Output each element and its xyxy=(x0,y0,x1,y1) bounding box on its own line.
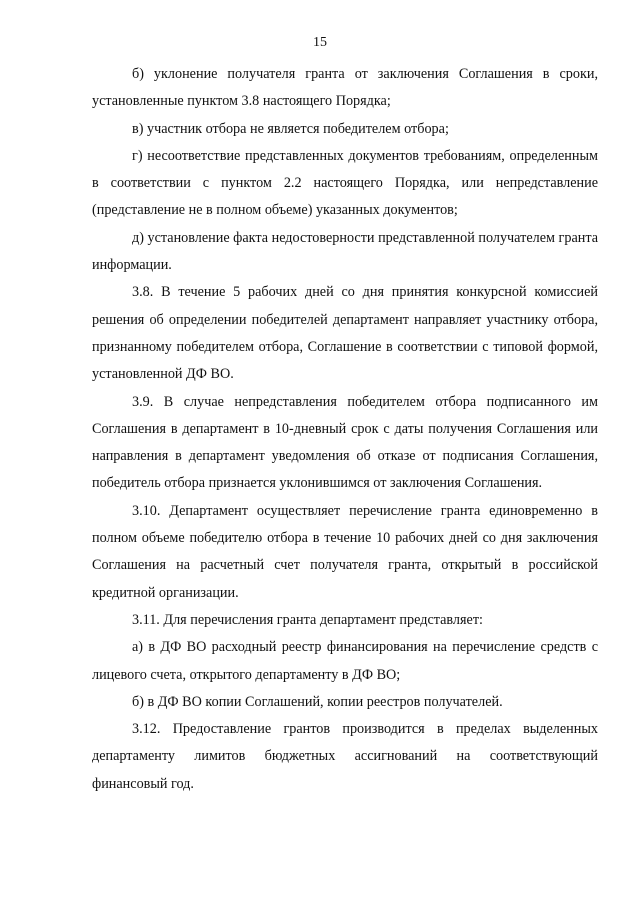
paragraph-3-8: 3.8. В течение 5 рабочих дней со дня принятия конкурсной комиссией решения об определении победителей департамент направляет участнику отбора, признанному победителем отбора, Соглашение в соответствии с типовой формой, установленной ДФ ВО. xyxy=(92,284,598,383)
document-body xyxy=(92,61,598,798)
paragraph-3-11-b: б) в ДФ ВО копии Соглашений, копии реестров получателей. xyxy=(132,693,503,710)
paragraph-g-noncompliance: г) несоответствие представленных документов требованиям, определенным в соответствии с пунктом 2.2 настоящего Порядка, или непредставление (представление не в полном объеме) указанных документов; xyxy=(92,147,598,219)
paragraph-3-12: 3.12. Предоставление грантов производится в пределах выделенных департаменту лимитов бюджетных ассигнований на соответствующий финансовый год. xyxy=(92,721,598,792)
page-number: 15 xyxy=(313,35,327,50)
paragraph-d-false-info: д) установление факта недостоверности представленной получателем гранта информации. xyxy=(92,229,598,274)
paragraph-3-11-a: а) в ДФ ВО расходный реестр финансирования на перечисление средств с лицевого счета, открытого департаменту в ДФ ВО; xyxy=(92,639,598,683)
paragraph-3-10: 3.10. Департамент осуществляет перечисление гранта единовременно в полном объеме победителю отбора в течение 10 рабочих дней со дня заключения Соглашения на расчетный счет получателя гранта, открытый в российской кредитной организации. xyxy=(92,502,598,601)
paragraph-v-not-winner: в) участник отбора не является победителем отбора; xyxy=(132,120,449,137)
paragraph-3-11: 3.11. Для перечисления гранта департамент представляет: xyxy=(132,611,483,628)
paragraph-3-9: 3.9. В случае непредставления победителем отбора подписанного им Соглашения в департамент в 10-дневный срок с даты получения Соглашения или направления в департамент уведомления об отказе от подписания Соглашения, победитель отбора признается уклонившимся от заключения Соглашения. xyxy=(92,393,598,492)
paragraph-b-evasion: б) уклонение получателя гранта от заключения Соглашения в сроки, установленные пунктом 3.8 настоящего Порядка; xyxy=(92,66,598,110)
